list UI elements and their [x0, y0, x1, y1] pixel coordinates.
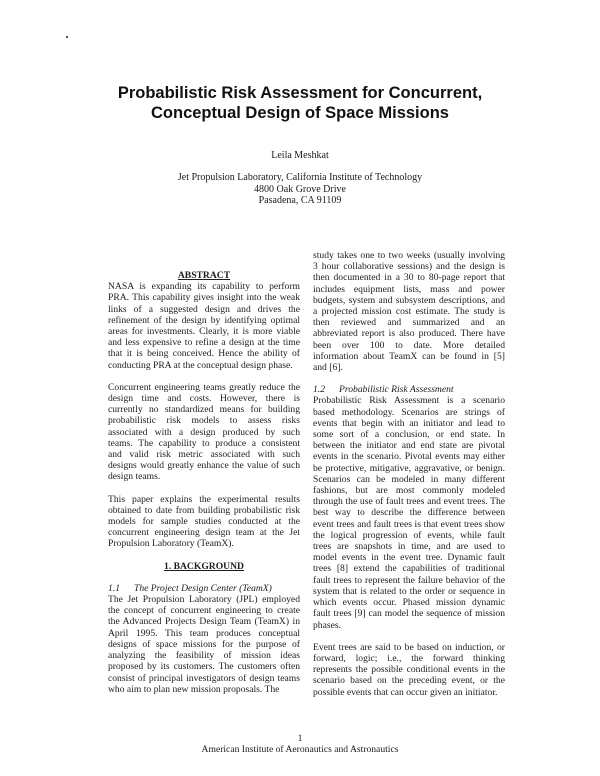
text-line: and less expensive to refine a design at the time	[108, 337, 300, 349]
page-footer	[60, 733, 540, 755]
text-line: obtained to date from building probabilistic risk	[108, 504, 300, 516]
text-line: abbreviated report is also produced. There have	[313, 328, 505, 340]
text-line: information about TeamX can be found in [5]	[313, 350, 505, 362]
text-line: a projected mission cost estimate. The study is	[313, 306, 505, 318]
text-line: conducting PRA at the conceptual design phase.	[108, 359, 293, 371]
text-line: Propulsion Laboratory (TeamX).	[108, 538, 234, 550]
text-line: includes equipment lists, mass and power	[313, 283, 505, 295]
affiliation	[60, 172, 540, 207]
text-line: associated with a design produced by such	[108, 426, 300, 438]
background-heading: 1. BACKGROUND	[164, 560, 244, 572]
text-line: analyzing the feasibility of mission ideas	[108, 650, 300, 662]
text-line: that it is being conceived. Hence the ability of	[108, 348, 300, 360]
text-line: be protective, mitigative, aggravative, or benign.	[313, 462, 505, 474]
title-line-1: Probabilistic Risk Assessment for Concurrent,	[117, 84, 483, 102]
text-line: Probabilistic Risk Assessment is a scenario	[313, 395, 505, 407]
text-line: designs would greatly enhance the value of such	[108, 460, 300, 472]
subsection-1-1-heading	[108, 583, 300, 594]
text-line: model events in the event tree. Dynamic fault	[313, 552, 505, 564]
subsection-1-2-title: Probabilistic Risk Assessment	[339, 384, 454, 396]
subsection-1-2-number: 1.2	[313, 384, 325, 396]
text-line: NASA is expanding its capability to perform	[108, 281, 300, 293]
text-line: This paper explains the experimental results	[108, 493, 300, 505]
affiliation-line-3: Pasadena, CA 91109	[258, 195, 342, 206]
text-line: events that begin with an initiator and lead to	[313, 417, 505, 429]
text-line: possible events that can occur given an initiator.	[313, 686, 498, 698]
text-line: through the use of fault trees and event trees. The	[313, 496, 505, 508]
affiliation-line-1: Jet Propulsion Laboratory, California Institute of Technology	[177, 172, 423, 183]
abstract-heading: ABSTRACT	[177, 270, 231, 281]
text-line: concurrent engineering design team at the Jet	[108, 527, 300, 539]
text-line: represents the possible conditional events in the	[313, 664, 505, 676]
text-line: forward, logic; i.e., the forward thinking	[313, 652, 505, 664]
affiliation-line-2: 4800 Oak Grove Drive	[254, 183, 346, 195]
text-line: the logical progression of events, while fault	[313, 529, 505, 541]
text-line: design time and costs. However, there is	[108, 393, 300, 405]
author-name: Leila Meshkat	[271, 150, 329, 161]
text-line: the concept of concurrent engineering to create	[108, 605, 300, 617]
text-line: and [6].	[313, 362, 343, 374]
text-line: been over 100 to date. More detailed	[313, 339, 505, 351]
text-line: budgets, system and subsystem descriptions, and	[313, 294, 505, 306]
text-line: proposed by its customers. The customers often	[108, 661, 300, 673]
left-column	[108, 270, 300, 695]
text-line: which events occur. Phased mission dynamic	[313, 597, 505, 609]
text-line: and valid risk metric associated with such	[108, 449, 300, 461]
text-line: then documented in a 30 to 80-page report that	[313, 272, 505, 284]
text-line: consist of principal investigators of design teams	[108, 672, 300, 684]
text-line: 3 hour collaborative sessions) and the design is	[313, 261, 505, 273]
text-line: who aim to plan new mission proposals. The	[108, 683, 280, 695]
subsection-1-2-heading	[313, 384, 505, 395]
text-line: between the initiator and end state are pivotal	[313, 440, 505, 452]
text-line: phases.	[313, 619, 341, 631]
text-line: fault trees to represent the failure behavior of the	[313, 574, 505, 586]
text-line: the Advanced Projects Design Team (TeamX) in	[108, 616, 300, 628]
text-line: best way to describe the difference between	[313, 507, 505, 519]
subsection-1-2-paragraph	[313, 395, 505, 630]
text-line: The Jet Propulsion Laboratory (JPL) employed	[108, 594, 300, 606]
text-line: designs of space missions for the purpose of	[108, 638, 300, 650]
text-line: system that is related to the order or sequence in	[313, 585, 505, 597]
text-line: study takes one to two weeks (usually involving	[313, 250, 505, 261]
text-line: refinement of the design by identifying optimal	[108, 314, 300, 326]
abstract-paragraph-2	[108, 382, 300, 483]
text-line: then reviewed and summarized and an	[313, 317, 505, 329]
text-line: events in the scenario. Pivotal events may either	[313, 451, 505, 463]
scan-mark	[66, 36, 68, 38]
text-line: some sort of a conclusion, or end state. In	[313, 429, 505, 441]
text-line: fault trees [9] can model the sequence of mission	[313, 608, 505, 620]
text-line: fashions, but are most commonly modeled	[313, 485, 505, 497]
subsection-1-1-title: The Project Design Center (TeamX)	[134, 582, 272, 594]
text-line: April 1995. This team produces conceptual	[108, 627, 300, 639]
text-line: based methodology. Scenarios are strings of	[313, 406, 505, 418]
text-line: PRA. This capability gives insight into the weak	[108, 292, 300, 304]
text-line: Concurrent engineering teams greatly reduce the	[108, 381, 300, 393]
text-line: design teams.	[108, 471, 161, 483]
subsection-1-1-paragraph	[108, 594, 300, 695]
right-column	[313, 250, 505, 698]
teamx-continued-paragraph	[313, 250, 505, 373]
text-line: event trees and fault trees is that event trees show	[313, 518, 505, 530]
subsection-1-1-number: 1.1	[108, 582, 120, 594]
text-line: links of a suggested design and drives the	[108, 303, 300, 315]
text-line: probabilistic risk models to assess risks	[108, 415, 300, 427]
page-number: 1	[297, 733, 303, 744]
text-line: currently no standardized means for building	[108, 404, 300, 416]
text-line: teams. The capability to produce a consistent	[108, 437, 300, 449]
abstract-paragraph-3	[108, 494, 300, 550]
footer-organization: American Institute of Aeronautics and Astronautics	[201, 744, 399, 755]
title-line-2: Conceptual Design of Space Missions	[151, 104, 449, 122]
text-line: Event trees are said to be based on induction, or	[313, 641, 505, 653]
text-line: trees are snapshots in time, and are used to	[313, 541, 505, 553]
paper-title	[60, 83, 540, 123]
text-line: scenario based on the preceding event, or the	[313, 675, 505, 687]
text-line: areas for investments. Clearly, it is more viable	[108, 326, 300, 338]
abstract-paragraph-1	[108, 281, 300, 371]
text-line: Scenarios can be modeled in many different	[313, 473, 505, 485]
text-line: models for sample studies conducted at the	[108, 516, 300, 528]
text-line: trees [8] extend the capabilities of traditional	[313, 563, 505, 575]
event-trees-paragraph	[313, 642, 505, 698]
